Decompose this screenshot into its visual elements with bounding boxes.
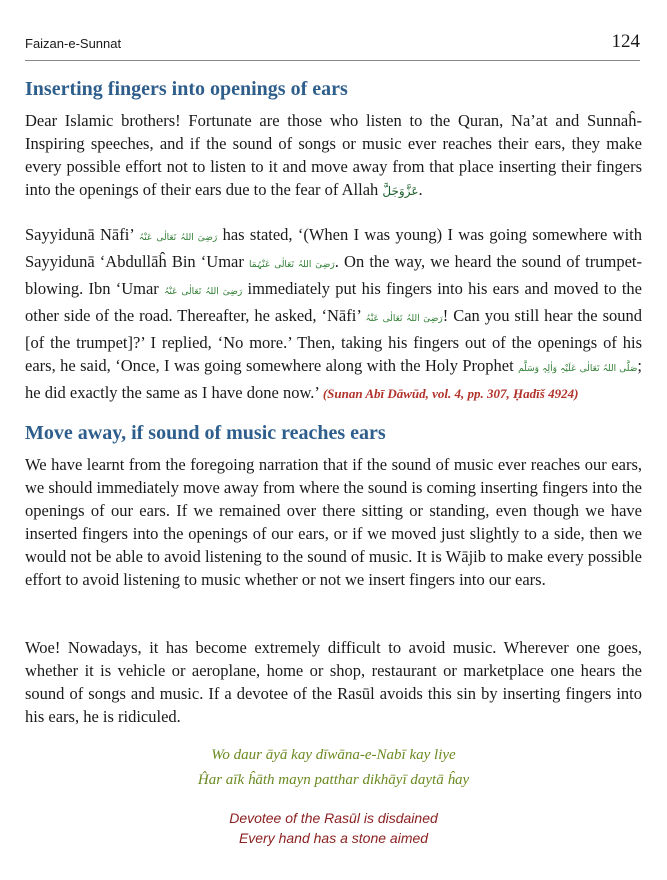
poem-transliteration-line-1: Wo daur āyā kay dīwāna-e-Nabī kay liye [211,747,456,763]
text-segment: . On the way, we heard the sound of trumpet-blowing. Ibn ‘Umar [25,252,642,298]
text-segment: has stated, ‘(When I was young) I was going somewhere with Sayyidunā ‘Abdullāĥ Bin ‘Umar [25,225,642,271]
paragraph-end: . [418,180,423,199]
text-segment: Sayyidunā Nāfi’ [25,225,139,244]
paragraph-foregoing-narration: We have learnt from the foregoing narration that if the sound of music ever reaches our ears, we should immediately move away from where the sound is coming inserting fingers into the openings of our ears. If we remained over there sitting or standing, even though we have inserted fingers into the openings of our ears, or if we moved just slightly to a side, then we would not be able to avoid listening to the sound of music. It is Wājib to make every possible effort to avoid listening to music whether or not we insert fingers into our ears. [25,455,642,589]
page-header [25,30,640,61]
paragraph-text: Dear Islamic brothers! Fortunate are those who listen to the Quran, Na’at and Sunnaĥ-Inspiring speeches, and if the sound of songs or music ever reaches their ears, they make every possible effort not to listen to it and move away from that place inserting their fingers into the openings of their ears due to the fear of Allah [25,111,642,199]
honorific-radi-allahu-anhuma: رَضِیَ اللہُ تَعَالٰی عَنْہُمَا [249,260,335,270]
honorific-radi-allahu-anhu: رَضِیَ اللہُ تَعَالٰی عَنْہُ [164,287,243,297]
honorific-radi-allahu-anhu: رَضِیَ اللہُ تَعَالٰی عَنْہُ [138,233,218,243]
hadith-reference: (Sunan Abī Dāwūd, vol. 4, pp. 307, Ḥadīš 4924) [322,386,579,401]
text-segment: ; he did exactly the same as I have done now.’ [25,356,642,402]
text-segment: ! Can you still hear the sound [of the trumpet]?’ I replied, ‘No more.’ Then, taking his fingers out of the openings of his ears, he said, ‘Once, I was going somewhere along with the Holy Prophet [25,306,642,375]
poem-transliteration-line-2: Ĥar aīk ĥāth mayn patthar dikhāyī daytā ĥay [197,772,470,788]
paragraph-woe-nowadays: Woe! Nowadays, it has become extremely difficult to avoid music. Wherever one goes, whether it is vehicle or aeroplane, home or shop, restaurant or marketplace one hears the sound of songs and music. If a devotee of the Rasūl avoids this sin by inserting fingers into his ears, he is ridiculed. [25,638,642,726]
text-segment: immediately put his fingers into his ears and moved to the other side of the road. Thereafter, he asked, ‘Nāfi’ [25,279,642,325]
paragraph-fortunate-listeners [25,109,642,203]
honorific-radi-allahu-anhu: رَضِیَ اللہُ تَعَالٰی عَنْہُ [365,314,443,324]
honorific-salawat: صَلَّی اللہُ تَعَالٰی عَلَیْہِ وَاٰلِہٖ وَسَلَّم [518,364,638,374]
page-number: 124 [611,31,640,52]
running-title: Faizan-e-Sunnat [25,36,122,51]
section-heading-inserting-fingers: Inserting fingers into openings of ears [25,78,348,100]
section-heading-move-away: Move away, if sound of music reaches ears [25,422,386,444]
honorific-allah: عَزَّوَجَلَّ [382,184,419,198]
poem-translation-line-2: Every hand has a stone aimed [238,830,429,846]
paragraph-nafi-narration [25,223,642,405]
poem-translation-line-1: Devotee of the Rasūl is disdained [229,810,438,826]
